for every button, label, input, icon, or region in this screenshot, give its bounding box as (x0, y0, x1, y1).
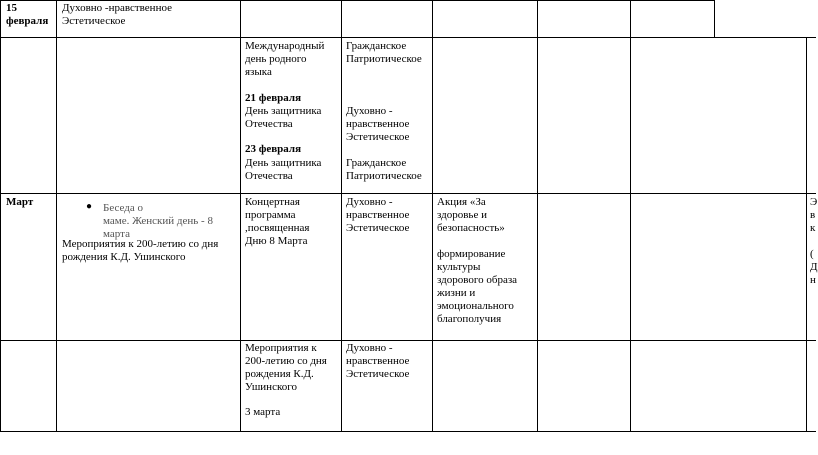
col-border (537, 0, 538, 432)
direction-feb21: Гражданское Патриотическое (346, 40, 422, 65)
health-action: Акция «За здоровье и безопасность» (437, 196, 505, 234)
col-border (806, 38, 807, 432)
event-feb23b: День защитника Отечества (245, 157, 322, 182)
edge-cut-text: Э в к ( Д н (810, 196, 818, 286)
col-border (240, 0, 241, 432)
row-border (0, 37, 816, 38)
col-border (432, 0, 433, 432)
event-feb23a: День защитника Отечества (245, 105, 322, 130)
event-ushinsky: Мероприятия к 200-летию со дня рождения К.Д. Ушинского (245, 342, 327, 393)
row-border (0, 0, 714, 1)
bullet-icon: ● (86, 201, 93, 212)
date-feb15: 15 февраля (6, 2, 49, 27)
health-action-goal: формирование культуры здорового образа жизни и эмоционального благополучия (437, 248, 518, 325)
month-march: Март (6, 196, 34, 208)
ushinsky-plan: Мероприятия к 200-летию со дня рождения К.Д. Ушинского (62, 238, 219, 263)
col-border (630, 0, 631, 432)
direction-feb23b: Гражданское Патриотическое (346, 157, 422, 182)
direction-feb15: Духовно -нравственное Эстетическое (62, 2, 172, 27)
col-border (341, 0, 342, 432)
event-feb21: Международный день родного языка (245, 40, 325, 78)
date-feb23a: 23 февраля (245, 143, 302, 155)
date-feb21: 21 февраля (245, 92, 302, 104)
date-march3: 3 марта (245, 406, 281, 418)
direction-march: Духовно - нравственное Эстетическое (346, 196, 410, 234)
talk-about-mom-line1: Беседа о (103, 202, 143, 214)
col-border (56, 0, 57, 432)
row-border (0, 340, 816, 341)
col-border (714, 0, 715, 38)
talk-about-mom-line2: маме. Женский день - 8 марта (103, 215, 213, 240)
direction-feb23a: Духовно - нравственное Эстетическое (346, 105, 410, 143)
row-border (0, 193, 816, 194)
event-march8: Концертная программа ,посвященная Дню 8 Марта (245, 196, 310, 247)
row-border (0, 431, 816, 432)
col-border (0, 0, 1, 432)
direction-march-b: Духовно - нравственное Эстетическое (346, 342, 410, 380)
